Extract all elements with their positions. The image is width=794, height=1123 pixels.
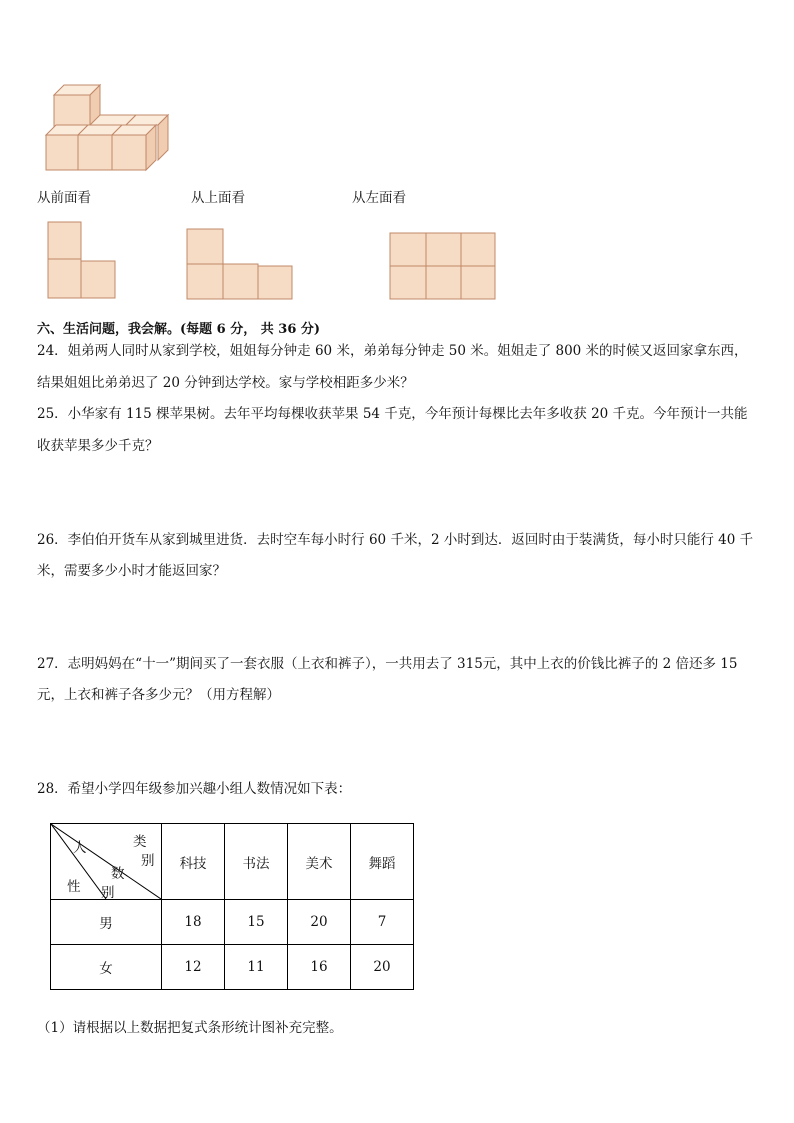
table-cell: 15 (225, 900, 288, 945)
col-header-art: 美术 (288, 824, 351, 900)
top-view-figure (186, 228, 294, 302)
front-view-label: 从前面看 (37, 190, 91, 206)
cube-front-row (46, 125, 156, 170)
q25-line1: 25．小华家有 115 棵苹果树。去年平均每棵收获苹果 54 千克，今年预计每棵比去年多收获 20 千克。今年预计一共能 (37, 406, 748, 422)
table-row-female (51, 945, 414, 990)
col-header-dance: 舞蹈 (351, 824, 414, 900)
q27-line2: 元，上衣和裤子各多少元？（用方程解） (37, 687, 280, 703)
col-header-calligraphy: 书法 (225, 824, 288, 900)
q27-line1: 27．志明妈妈在“十一”期间买了一套衣服（上衣和裤子），一共用去了 315元，其中上衣的价钱比裤子的 2 倍还多 15 (37, 656, 738, 672)
interest-group-table (50, 823, 414, 990)
corner-gender-char2: 别 (101, 885, 115, 901)
table-cell: 7 (351, 900, 414, 945)
q28-intro: 28．希望小学四年级参加兴趣小组人数情况如下表： (37, 781, 352, 797)
table-cell: 18 (162, 900, 225, 945)
corner-gender-char1: 性 (67, 879, 81, 895)
corner-category-char2: 别 (141, 853, 155, 869)
left-view-label: 从左面看 (352, 190, 406, 206)
table-cell: 16 (288, 945, 351, 990)
table-cell: 20 (288, 900, 351, 945)
left-view-figure (389, 232, 497, 302)
table-corner-cell (51, 824, 162, 900)
section-6-title: 六、生活问题，我会解。(每题 6 分， 共 36 分) (37, 322, 321, 337)
table-cell: 20 (351, 945, 414, 990)
cube-stack-figure (40, 80, 175, 175)
row-label-male: 男 (51, 900, 162, 945)
corner-count-char2: 数 (111, 866, 125, 882)
q26-line1: 26．李伯伯开货车从家到城里进货．去时空车每小时行 60 千米，2 小时到达．返回时由于装满货，每小时只能行 40 千 (37, 532, 754, 548)
table-cell: 11 (225, 945, 288, 990)
col-header-tech: 科技 (162, 824, 225, 900)
corner-count-char1: 人 (73, 840, 87, 856)
table-row-male (51, 900, 414, 945)
table-cell: 12 (162, 945, 225, 990)
q26-line2: 米，需要多少小时才能返回家？ (37, 563, 226, 579)
corner-category-char1: 类 (133, 834, 147, 850)
q25-line2: 收获苹果多少千克？ (37, 438, 159, 454)
q28-subq1: （1）请根据以上数据把复式条形统计图补充完整。 (37, 1020, 343, 1036)
row-label-female: 女 (51, 945, 162, 990)
table-header-row (51, 824, 414, 900)
top-view-label: 从上面看 (191, 190, 245, 206)
front-view-figure (46, 220, 118, 302)
q24-line1: 24．姐弟两人同时从家到学校，姐姐每分钟走 60 米，弟弟每分钟走 50 米。姐姐走了 800 米的时候又返回家拿东西， (37, 343, 748, 359)
q24-line2: 结果姐姐比弟弟迟了 20 分钟到达学校。家与学校相距多少米？ (37, 375, 414, 391)
